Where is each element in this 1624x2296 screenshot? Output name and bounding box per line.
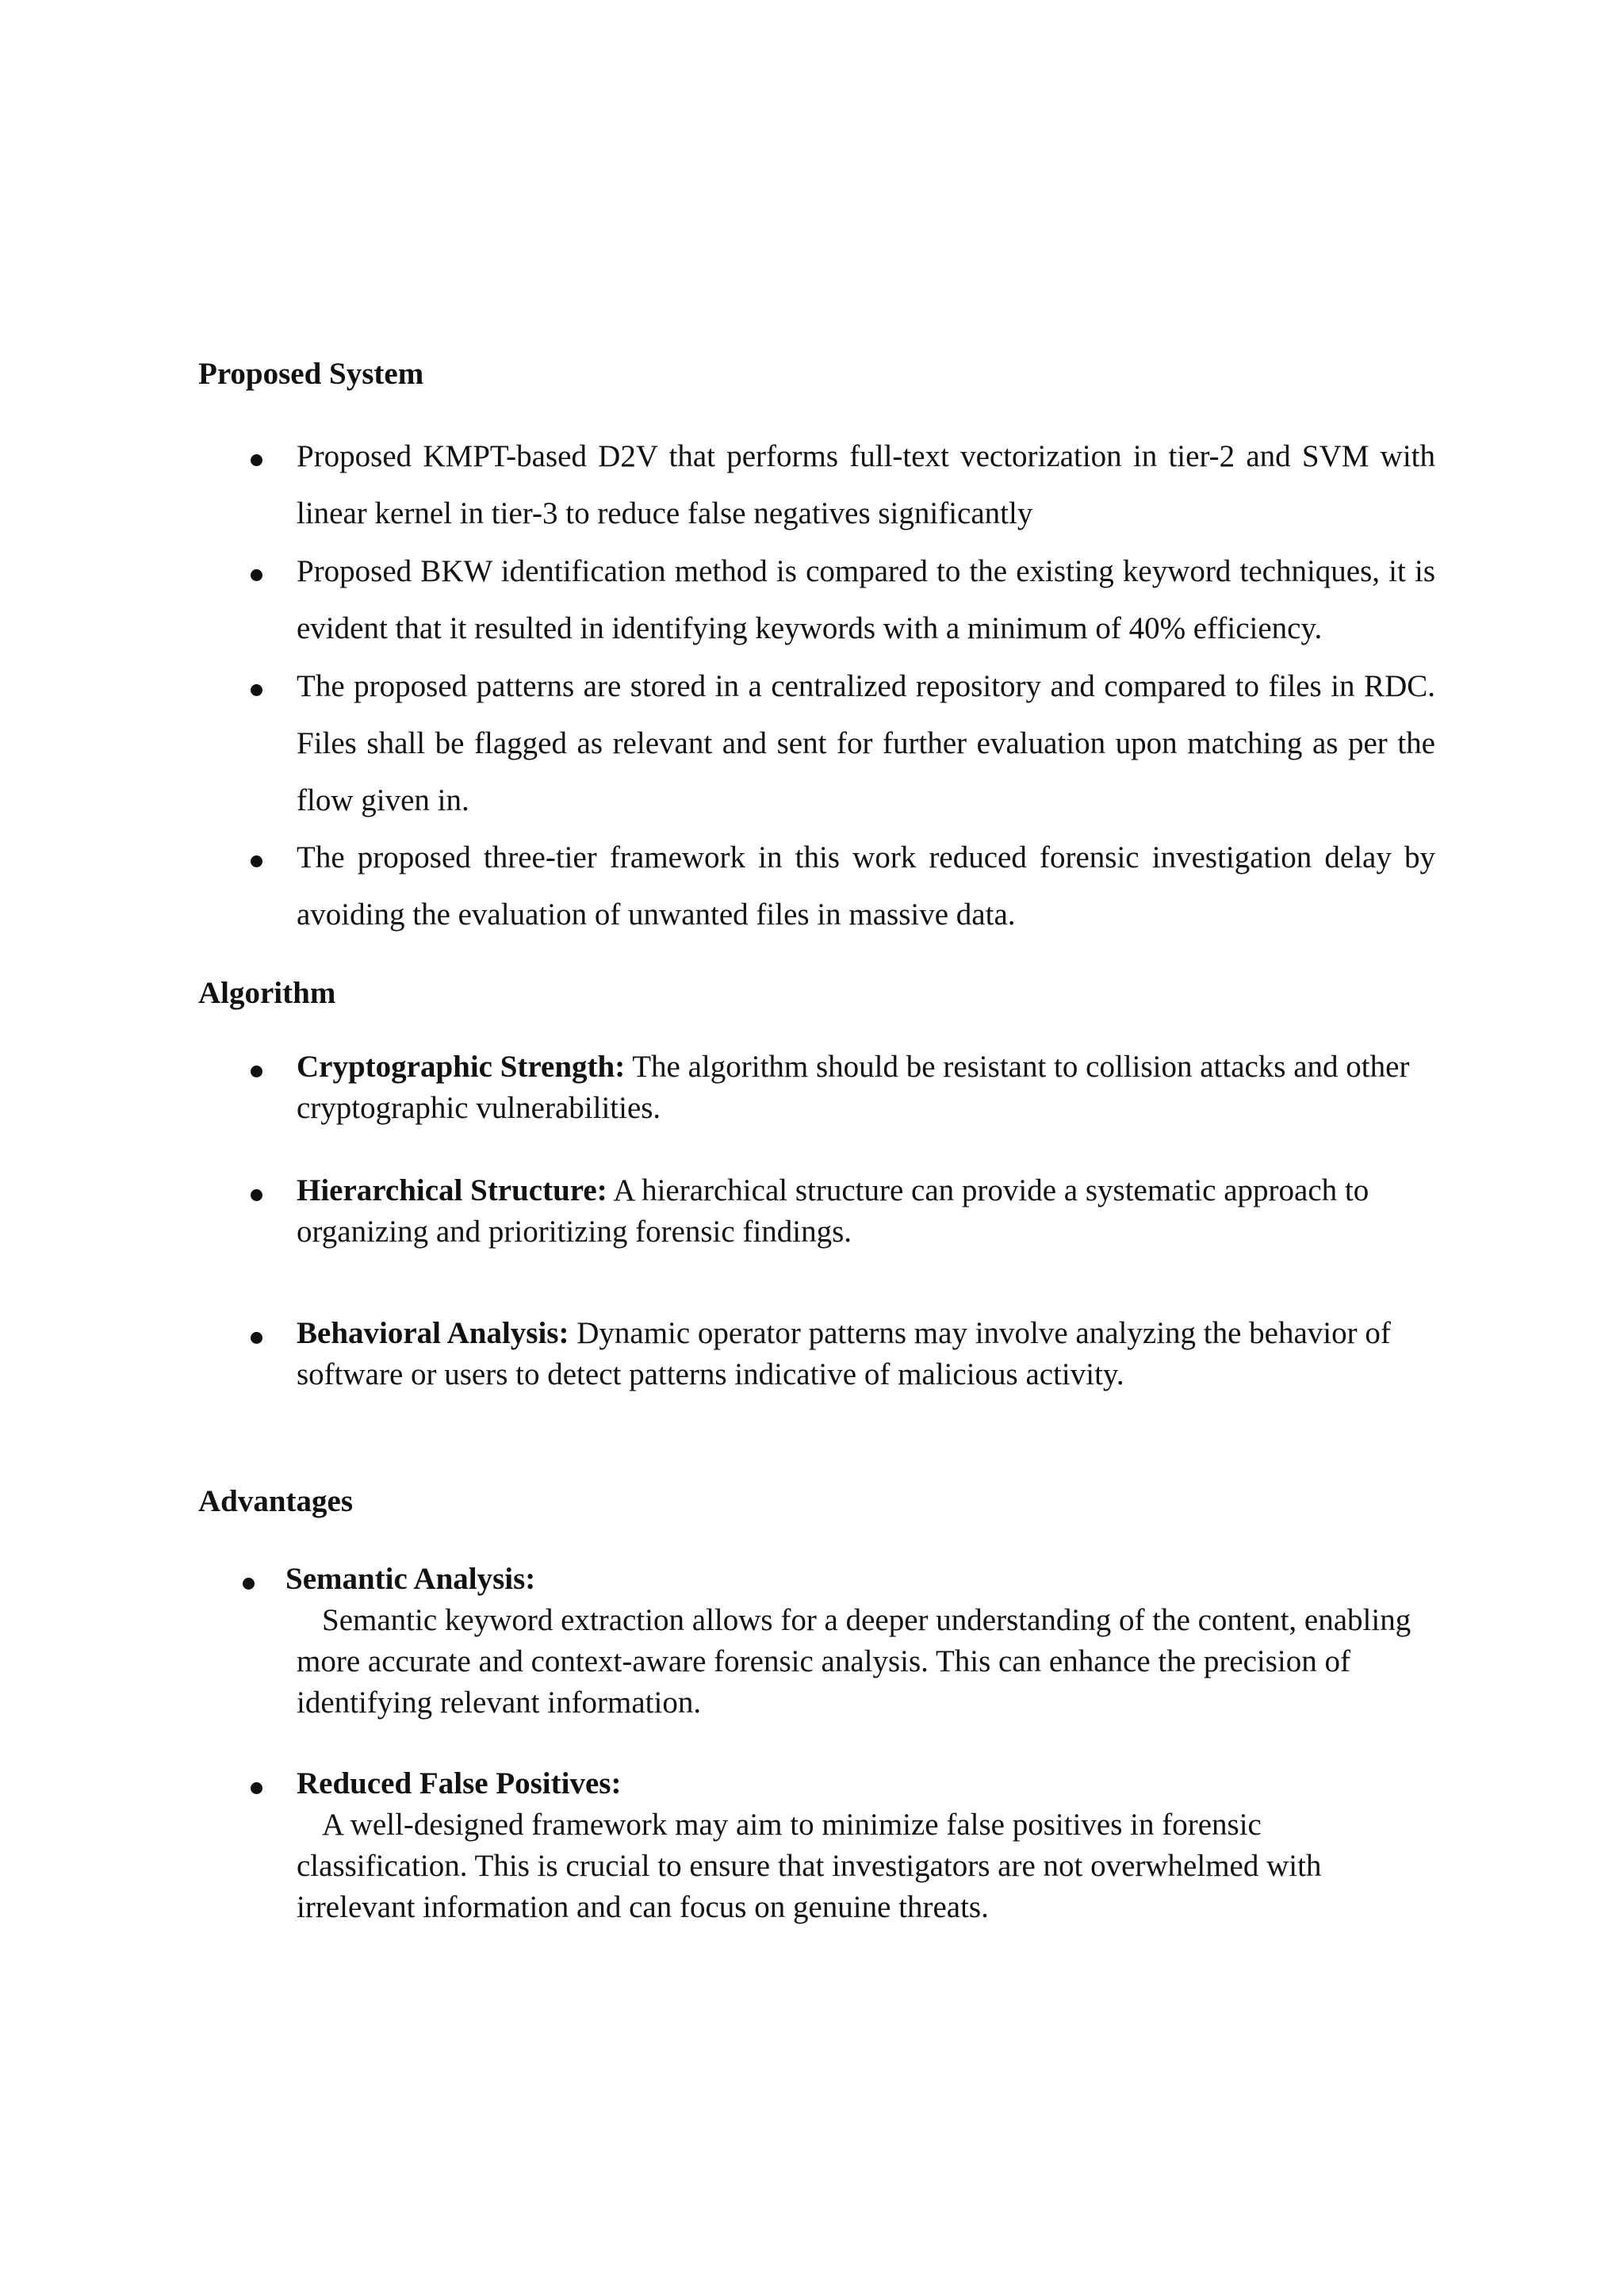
list-item-description: A well-designed framework may aim to minimize false positives in forensic classification. This is crucial to ensure that investigators are not overwhelmed with irrelevant information and can focus on genuine threats.: [297, 1808, 1322, 1924]
list-item-term: Semantic Analysis:: [285, 1562, 536, 1596]
bullet-icon: [251, 684, 262, 696]
advantages-heading: Advantages: [198, 1484, 354, 1518]
list-item-text: [285, 1559, 1435, 1724]
list-item-text: [297, 1763, 1435, 1928]
list-item-description: A hierarchical structure can provide a systematic approach to organizing and prioritizing forensic findings.: [297, 1173, 1369, 1249]
bullet-icon: [251, 1189, 262, 1201]
list-item-description: Semantic keyword extraction allows for a deeper understanding of the content, enabling more accurate and context-aware forensic analysis. This can enhance the precision of identifying relevant information.: [297, 1603, 1411, 1720]
bullet-icon: [251, 855, 262, 867]
bullet-icon: [251, 1782, 262, 1794]
list-item-text: [297, 1170, 1435, 1253]
list-item-text: The proposed patterns are stored in a centralized repository and compared to files in RDC. Files shall be flagged as relevant and sent for further evaluation upon matching as per the flow given in.: [297, 669, 1435, 817]
bullet-icon: [243, 1578, 255, 1590]
list-item-text: [297, 1313, 1435, 1395]
list-item-text: The proposed three-tier framework in this work reduced forensic investigation delay by avoiding the evaluation of unwanted files in massive data.: [297, 840, 1435, 932]
bullet-icon: [251, 1332, 262, 1344]
bullet-icon: [251, 454, 262, 466]
list-item-text: Proposed BKW identification method is compared to the existing keyword techniques, it is evident that it resulted in identifying keywords with a minimum of 40% efficiency.: [297, 554, 1435, 645]
list-item-term: Hierarchical Structure:: [297, 1173, 607, 1207]
list-item-term: Cryptographic Strength:: [297, 1050, 626, 1084]
list-item-text: [297, 1047, 1435, 1129]
list-item-description: Dynamic operator patterns may involve analyzing the behavior of software or users to detect patterns indicative of malicious activity.: [297, 1316, 1391, 1391]
list-item-term: Behavioral Analysis:: [297, 1316, 569, 1350]
list-item-text: Proposed KMPT-based D2V that performs full-text vectorization in tier-2 and SVM with linear kernel in tier-3 to reduce false negatives significantly: [297, 439, 1435, 530]
bullet-icon: [251, 569, 262, 581]
bullet-icon: [251, 1066, 262, 1077]
list-item-description: The algorithm should be resistant to collision attacks and other cryptographic vulnerabilities.: [297, 1050, 1410, 1125]
proposed-system-heading: Proposed System: [198, 357, 424, 391]
list-item-term: Reduced False Positives:: [297, 1766, 622, 1800]
algorithm-heading: Algorithm: [198, 976, 336, 1010]
